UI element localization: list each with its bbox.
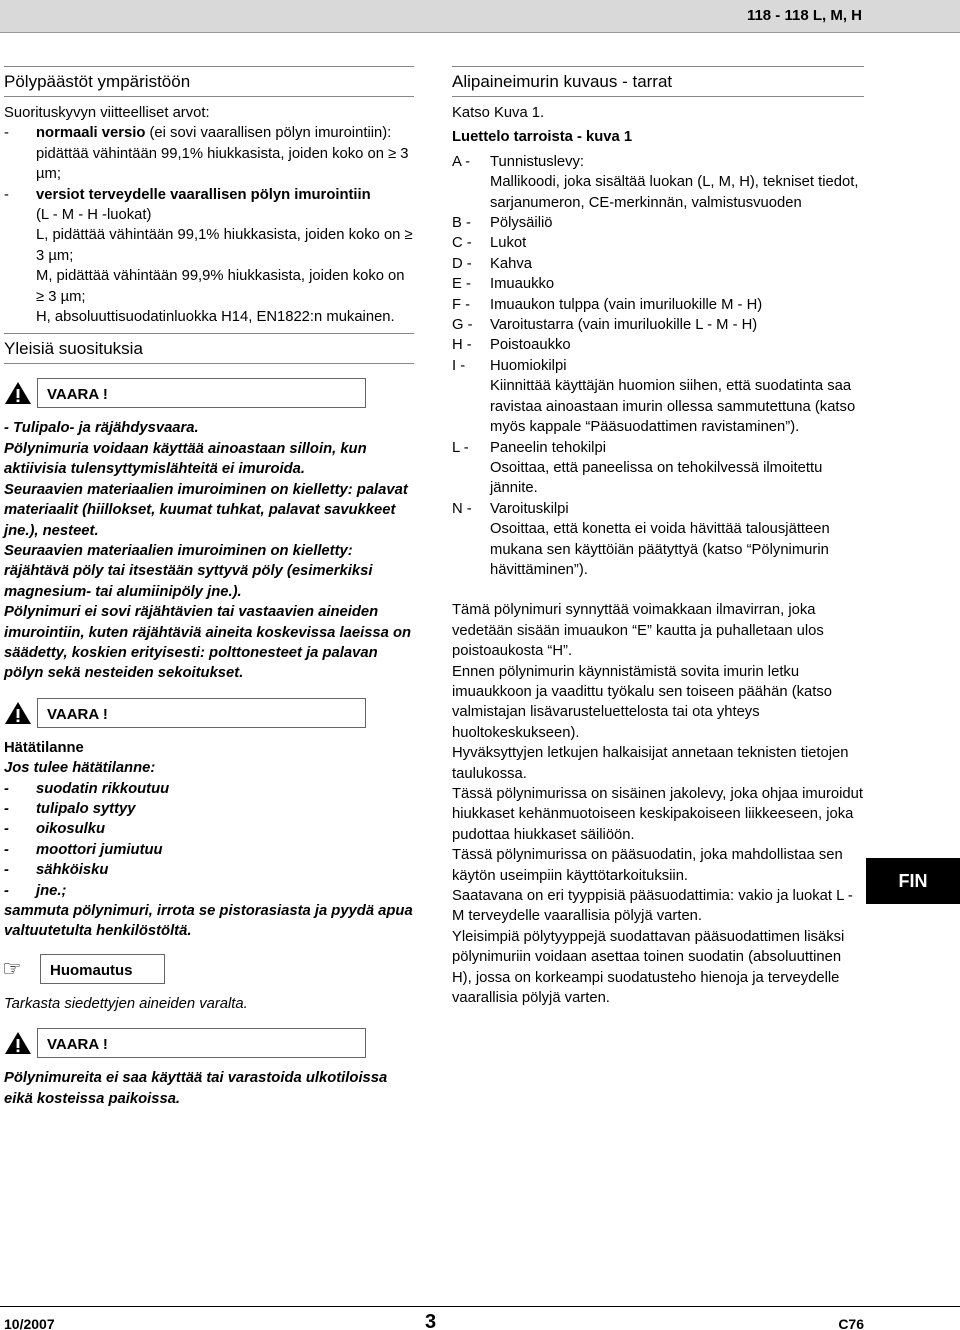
warning-line: - Tulipalo- ja räjähdysvaara.	[4, 420, 199, 437]
emissions-class-list	[4, 205, 414, 327]
list-dash: -	[4, 841, 9, 858]
emergency-intro: Jos tulee hätätilanne:	[4, 760, 156, 777]
list-dash: -	[4, 821, 9, 838]
warning-triangle-icon	[4, 381, 32, 405]
emergency-item	[4, 779, 414, 799]
warning-label: VAARA !	[37, 378, 366, 408]
description-paragraph: Tämä pölynimuri synnyttää voimakkaan ilmavirran, joka vedetään sisään imuaukon “E” kautta ja puhalletaan ulos poistoaukosta “H”.	[452, 602, 824, 660]
emissions-item-hazard-bold: versiot terveydelle vaarallisen pölyn imurointiin	[36, 186, 371, 203]
label-letter: N -	[452, 500, 472, 517]
label-list-item	[452, 233, 864, 253]
warning-line: Seuraavien materiaalien imuroiminen on kielletty: palavat materiaalit (hiillokset, kuumat tuhkat, palavat savukkeet jne.), nesteet.	[4, 481, 408, 539]
label-extra: Mallikoodi, joka sisältää luokan (L, M, H), tekniset tiedot, sarjanumeron, CE-merkinnän, valmistusvuoden	[490, 174, 859, 211]
label-extra: Osoittaa, että paneelissa on tehokilvessä ilmoitettu jännite.	[490, 459, 823, 497]
label-letter: I -	[452, 357, 466, 374]
description-paragraph: Tässä pölynimurissa on pääsuodatin, joka mahdollistaa sen käytön useimpiin käyttötarkoituksiin.	[452, 847, 843, 884]
emergency-item	[4, 860, 414, 880]
warning-box-3	[4, 1028, 414, 1058]
emissions-class-line: H, absoluuttisuodatinluokka H14, EN1822:n mukainen.	[36, 309, 395, 326]
emergency-item-text: sähköisku	[36, 862, 109, 879]
warning-label: VAARA !	[37, 698, 366, 728]
label-text: Paneelin tehokilpi	[490, 439, 606, 456]
document-code: C76	[838, 1316, 864, 1330]
label-letter: G -	[452, 317, 473, 334]
label-text: Imuaukon tulppa (vain imuriluokille M - H)	[490, 296, 763, 313]
emergency-outro: sammuta pölynimuri, irrota se pistorasiasta ja pyydä apua valtuutetulta henkilöstöltä.	[4, 903, 413, 940]
label-text: Lukot	[490, 235, 527, 252]
see-figure: Katso Kuva 1.	[452, 105, 545, 121]
emergency-item-text: moottori jumiutuu	[36, 841, 163, 858]
label-text: Kahva	[490, 255, 532, 272]
emergency-item	[4, 799, 414, 819]
emissions-class-line: L, pidättää vähintään 99,1% hiukkasista, joiden koko on ≥ 3 µm;	[36, 227, 413, 264]
label-text: Huomiokilpi	[490, 357, 567, 374]
warning-triangle-icon	[4, 1031, 32, 1055]
warning-line: Pölynimuria voidaan käyttää ainoastaan silloin, kun aktiivisia tulensyttymislähteitä ei imuroida.	[4, 440, 367, 478]
list-dash: -	[4, 125, 9, 142]
list-dash: -	[4, 862, 9, 879]
label-list-item	[452, 315, 864, 335]
emissions-class-line: M, pidättää vähintään 99,9% hiukkasista, joiden koko on ≥ 3 µm;	[36, 268, 405, 305]
label-letter: F -	[452, 296, 471, 313]
warning-1-text	[4, 418, 414, 683]
warning-line: Pölynimuri ei sovi räjähtävien tai vastaavien aineiden imurointiin, kuten räjähtäviä aineita koskevissa laeissa on säädetty, koskien erityisesti: polttonesteet ja palavan pölyn sekä nesteiden sekoitukset.	[4, 604, 412, 682]
page-number: 3	[425, 1311, 437, 1330]
emergency-item-text: jne.;	[36, 882, 67, 899]
emergency-block	[4, 738, 414, 942]
section-title-recommendations: Yleisiä suosituksia	[4, 333, 414, 364]
label-list-item	[452, 213, 864, 233]
label-list	[452, 152, 864, 581]
label-list-item	[452, 295, 864, 315]
label-list-item	[452, 254, 864, 274]
emergency-item-text: suodatin rikkoutuu	[36, 780, 170, 797]
emergency-title: Hätätilanne	[4, 739, 84, 756]
language-tab: FIN	[866, 858, 960, 904]
label-list-item	[452, 274, 864, 294]
emergency-item	[4, 819, 414, 839]
page-reference: 118 - 118 L, M, H	[746, 7, 862, 24]
list-dash: -	[4, 800, 9, 817]
warning-triangle-icon	[4, 701, 32, 725]
label-extra: Osoittaa, että konetta ei voida hävittää talousjätteen mukana sen käyttöiän päätyttyä (katso “Pölynimurin hävittäminen”).	[490, 521, 830, 578]
section-title-emissions: Pölypäästöt ympäristöön	[4, 66, 414, 97]
label-letter: H -	[452, 337, 472, 354]
header-bar	[0, 0, 960, 33]
right-column	[452, 66, 864, 1008]
footer-date: 10/2007	[4, 1316, 55, 1330]
label-list-item	[452, 499, 864, 581]
label-text: Tunnistuslevy:	[490, 153, 585, 170]
label-letter: C -	[452, 235, 472, 252]
description-paragraph: Tässä pölynimurissa on sisäinen jakolevy, joka ohjaa imuroidut hiukkaset kehänmuotoiseen keskipakoiseen liikkeeseen, joka pudottaa hiukkaset säiliöön.	[452, 786, 863, 843]
warning-box-2	[4, 698, 414, 728]
label-letter: A -	[452, 153, 471, 170]
description-text	[452, 600, 864, 1008]
label-text: Varoituskilpi	[490, 500, 569, 517]
label-letter: E -	[452, 276, 471, 293]
label-text: Imuaukko	[490, 276, 555, 293]
left-column	[4, 66, 414, 1109]
label-text: Pölysäiliö	[490, 215, 553, 232]
note-label: Huomautus	[40, 954, 165, 984]
emissions-item-normal-bold: normaali versio	[36, 125, 146, 142]
label-text: Varoitustarra (vain imuriluokille L - M - H)	[490, 317, 758, 334]
warning-3-text: Pölynimureita ei saa käyttää tai varastoida ulkotiloissa eikä kosteissa paikoissa.	[4, 1070, 388, 1107]
list-dash: -	[4, 882, 9, 899]
emergency-item	[4, 840, 414, 860]
label-letter: B -	[452, 215, 471, 232]
label-list-item	[452, 335, 864, 355]
list-dash: -	[4, 780, 9, 797]
section-title-labels: Alipaineimurin kuvaus - tarrat	[452, 66, 864, 97]
emergency-item-text: tulipalo syttyy	[36, 800, 136, 817]
description-paragraph: Yleisimpiä pölytyyppejä suodattavan pääsuodattimen lisäksi pölynimuriin voidaan asettaa toinen suodatin (absoluuttinen H), jossa on korkeampi suodatusteho hienoja ja terveydelle vaarallisia pölyjä varten.	[452, 928, 845, 1007]
emergency-item-text: oikosulku	[36, 821, 106, 838]
label-list-item	[452, 152, 864, 213]
label-list-item	[452, 438, 864, 499]
warning-label: VAARA !	[37, 1028, 366, 1058]
description-paragraph: Ennen pölynimurin käynnistämistä sovita imurin letku imuaukkoon ja vaadittu työkalu sen toiseen päähän (katso valmistajan lisävarusteluettelosta tai ota yhteys huoltokeskukseen).	[452, 663, 833, 741]
footer	[0, 1306, 960, 1330]
description-paragraph: Saatavana on eri tyyppisiä pääsuodattimia: vakio ja luokat L - M terveydelle vaarallisia pölyjä varten.	[452, 888, 853, 925]
list-dash: -	[4, 186, 9, 203]
emissions-class-line: (L - M - H -luokat)	[36, 207, 152, 224]
warning-box-1	[4, 378, 414, 408]
note-box	[4, 954, 414, 984]
label-letter: L -	[452, 439, 469, 456]
label-list-title: Luettelo tarroista - kuva 1	[452, 129, 633, 146]
emissions-item-normal-text: (ei sovi vaarallisen pölyn imurointiin): pidättää vähintään 99,1% hiukkasista, joiden koko on ≥ 3 µm;	[36, 125, 409, 183]
warning-line: Seuraavien materiaalien imuroiminen on kielletty: räjähtävä pöly tai itsestään syttyvä pöly (esimerkiksi magnesium- tai alumiinipöly jne.).	[4, 542, 373, 600]
emissions-item-hazard	[4, 185, 414, 205]
pointing-hand-icon: ☞	[2, 955, 22, 981]
description-paragraph: Hyväksyttyjen letkujen halkaisijat annetaan teknisten tietojen taulukossa.	[452, 745, 849, 782]
note-text: Tarkasta siedettyjen aineiden varalta.	[4, 995, 248, 1012]
label-list-item	[452, 356, 864, 438]
label-text: Poistoaukko	[490, 337, 571, 354]
emissions-item-normal	[4, 123, 414, 184]
label-extra: Kiinnittää käyttäjän huomion siihen, että suodatinta saa ravistaa ainoastaan imurin ollessa sammutettuna (katso myös kappale “Pääsuodattimen ravistaminen”).	[490, 378, 856, 436]
emergency-item	[4, 881, 414, 901]
emissions-intro: Suorituskyvyn viitteelliset arvot:	[4, 105, 210, 121]
label-letter: D -	[452, 255, 472, 272]
